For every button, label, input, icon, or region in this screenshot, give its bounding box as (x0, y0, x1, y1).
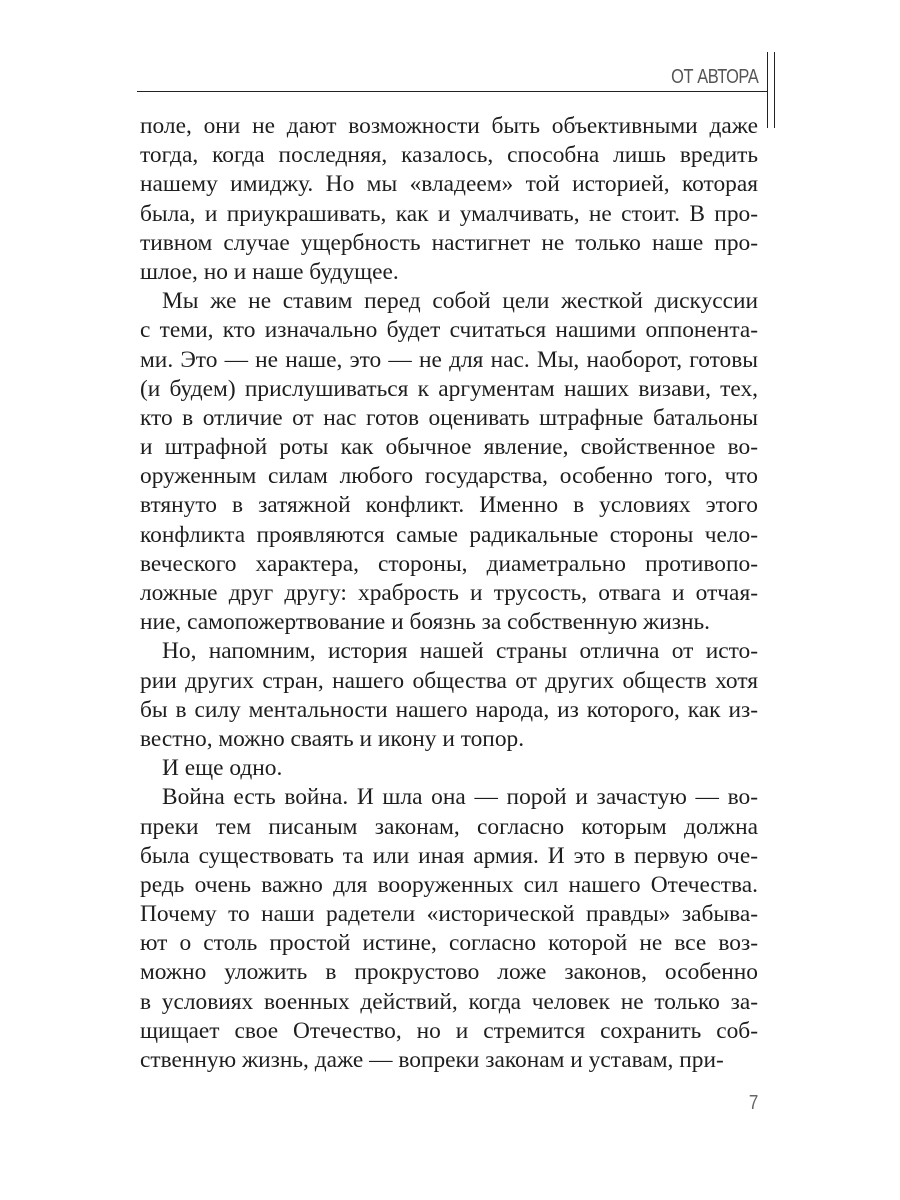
text-line: была, и приукрашивать, как и умалчивать, не стоит. В про- (140, 200, 758, 227)
text-line: была существовать та или иная армия. И это в первую оче- (140, 842, 758, 869)
paragraph (140, 112, 758, 287)
text-line: щищает свое Отечество, но и стремится сохранить соб- (140, 1017, 758, 1044)
paragraph (140, 637, 758, 754)
text-line: тивном случае ущербность настигнет не только наше про- (140, 229, 758, 256)
paragraph (140, 287, 758, 637)
text-line: ложные друг другу: храбрость и трусость, отвага и отчая- (140, 580, 758, 606)
text-line: И еще одно. (162, 755, 283, 782)
text-line: рии других стран, нашего общества от других обществ хотя (140, 667, 758, 694)
header-vertical-rule-left (767, 52, 768, 128)
text-line: ют о столь простой истине, согласно которой не все воз- (140, 930, 758, 957)
text-line: нашему имиджу. Но мы «владеем» той историей, которая (140, 171, 758, 198)
text-line: в условиях военных действий, когда человек не только за- (140, 988, 758, 1015)
text-line: ственную жизнь, даже — вопреки законам и уставам, при- (140, 1047, 724, 1073)
text-line: конфликта проявляются самые радикальные стороны чело- (140, 521, 758, 548)
text-line: преки тем писаным законам, согласно которым должна (140, 813, 758, 840)
text-line: Мы же не ставим перед собой цели жесткой дискуссии (162, 288, 758, 315)
text-line: вестно, можно сваять и икону и топор. (140, 725, 525, 752)
body-text (140, 112, 758, 1075)
text-line: и штрафной роты как обычное явление, свойственное во- (140, 434, 758, 461)
text-line: тогда, когда последняя, казалось, способна лишь вредить (140, 142, 758, 169)
text-line: втянуто в затяжной конфликт. Именно в условиях этого (140, 492, 758, 519)
text-line: оруженным силам любого государства, особенно того, что (140, 463, 758, 490)
paragraph (140, 754, 758, 783)
text-line: редь очень важно для вооруженных сил нашего Отечества. (140, 871, 758, 898)
text-line: с теми, кто изначально будет считаться нашими оппонента- (140, 317, 758, 344)
text-line: Почему то наши радетели «исторической правды» забыва- (140, 901, 758, 928)
header-vertical-rule-right (774, 52, 775, 128)
running-head: ОТ АВТОРА (670, 66, 758, 88)
text-line: (и будем) прислушиваться к аргументам наших визави, тех, (140, 375, 758, 402)
text-line: ние, самопожертвование и боязнь за собственную жизнь. (140, 609, 710, 636)
text-line: Но, напомним, история нашей страны отлична от исто- (162, 638, 758, 665)
text-line: ми. Это — не наше, это — не для нас. Мы, наоборот, готовы (140, 346, 758, 373)
text-line: кто в отличие от нас готов оценивать штрафные батальоны (140, 404, 758, 431)
text-line: поле, они не дают возможности быть объективными даже (140, 113, 758, 139)
text-line: Война есть война. И шла она — порой и зачастую — во- (162, 784, 758, 811)
page-number: 7 (748, 1092, 759, 1114)
header-rule (137, 91, 768, 92)
text-line: бы в силу ментальности нашего народа, из которого, как из- (140, 696, 758, 723)
paragraph (140, 783, 758, 1075)
text-line: шлое, но и наше будущее. (140, 258, 399, 285)
text-line: веческого характера, стороны, диаметрально противопо- (140, 550, 758, 577)
text-line: можно уложить в прокрустово ложе законов, особенно (140, 959, 758, 986)
